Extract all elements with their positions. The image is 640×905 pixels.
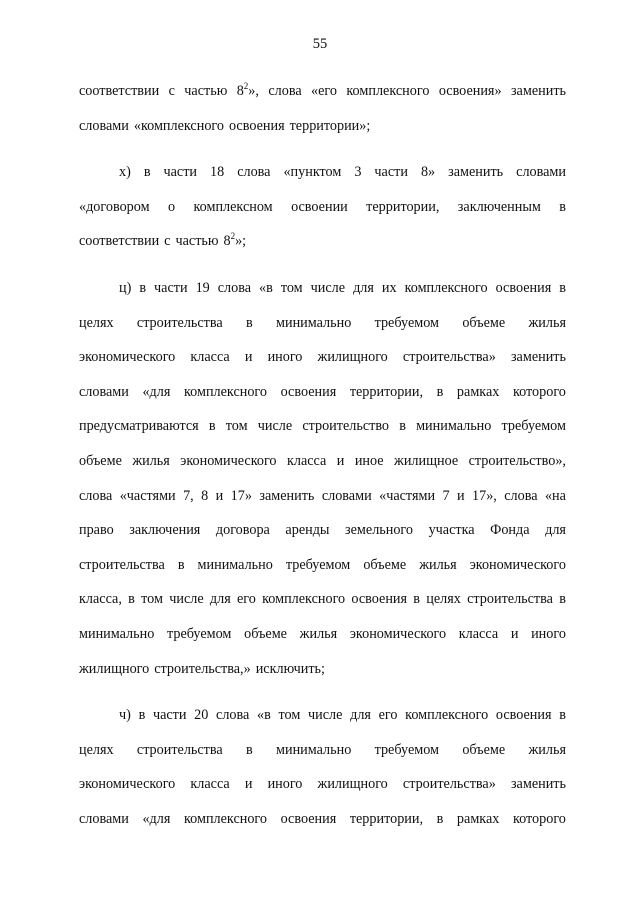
word: и <box>336 452 345 469</box>
word: «в <box>257 707 271 724</box>
word: исключить; <box>255 660 325 677</box>
word: которого <box>512 810 566 827</box>
word: «в <box>259 279 273 296</box>
word: Фонда <box>490 522 530 539</box>
word: 20 <box>194 707 209 724</box>
word: том <box>278 707 301 724</box>
word: 8» <box>420 164 436 181</box>
word: объеме <box>363 556 407 573</box>
word: в <box>128 591 135 608</box>
superscript: 2 <box>243 81 249 91</box>
word: целях <box>426 591 461 608</box>
word: в <box>246 314 253 331</box>
word: «его <box>311 83 337 99</box>
word: которого <box>512 383 566 400</box>
word: жилищного <box>317 349 388 366</box>
word: минимально <box>276 741 352 758</box>
word: соответствии <box>79 83 160 99</box>
word: части <box>163 164 198 181</box>
word: слова <box>79 487 113 504</box>
word: в <box>436 383 444 400</box>
word: в <box>177 556 185 573</box>
word: словами <box>516 164 566 181</box>
word: заключения <box>129 522 201 539</box>
word: комплексном <box>193 198 273 215</box>
word: «для <box>142 383 171 400</box>
word: слова <box>216 707 250 724</box>
text-line <box>79 375 566 410</box>
word: «частями <box>119 487 176 504</box>
word: экономического <box>79 776 176 793</box>
word: строительства <box>467 591 553 608</box>
word: «на <box>544 487 566 504</box>
word: комплексного <box>183 810 267 827</box>
word: в <box>559 707 566 724</box>
word: и <box>215 487 224 504</box>
word: «для <box>142 810 171 827</box>
word: 17», <box>472 487 497 504</box>
word: территории, <box>349 810 424 827</box>
text-line <box>79 224 566 259</box>
word: «пунктом <box>283 164 342 181</box>
word: жилья <box>299 625 338 642</box>
word: освоения <box>228 117 285 134</box>
word: целях <box>79 314 114 331</box>
word: строительство <box>302 418 390 435</box>
word: экономического <box>79 349 176 366</box>
word: территории, <box>349 383 424 400</box>
word: словами <box>321 487 372 504</box>
word: слова <box>217 279 252 296</box>
word: освоения <box>495 707 552 724</box>
word: строительства» <box>402 349 496 366</box>
word: и <box>456 487 465 504</box>
word: жилья <box>132 452 170 469</box>
text-line <box>79 306 566 341</box>
text-line <box>79 617 566 652</box>
word: 8 <box>201 487 209 504</box>
text-line <box>79 190 566 225</box>
word: с <box>168 83 175 99</box>
word: для <box>209 591 231 608</box>
word: иного <box>267 776 303 793</box>
word: освоения <box>351 591 408 608</box>
word: освоения <box>280 810 337 827</box>
word: жилья <box>419 556 457 573</box>
word: экономического <box>469 556 566 573</box>
word: в <box>246 741 253 758</box>
text-line <box>79 652 566 687</box>
word: соответствии <box>79 233 160 250</box>
word: требуемом <box>374 314 440 331</box>
word: минимально <box>276 314 352 331</box>
word: требуемом <box>374 741 440 758</box>
word: числе <box>310 279 346 296</box>
word: иного <box>267 349 303 366</box>
word: в <box>559 279 566 296</box>
word: комплексного <box>346 83 430 99</box>
word: экономического <box>180 452 277 469</box>
word: о <box>167 198 176 215</box>
word: части <box>154 279 188 296</box>
word: комплексного <box>183 383 267 400</box>
word: строительства» <box>402 776 496 793</box>
text-line <box>79 698 566 733</box>
text-line <box>79 548 566 583</box>
text-line <box>79 733 566 768</box>
word: комплексного <box>262 591 346 608</box>
word: строительства,» <box>154 660 251 677</box>
word: в <box>138 707 146 724</box>
word: в <box>143 164 151 181</box>
word: комплексного <box>405 707 489 724</box>
word: предусматриваются <box>79 418 199 435</box>
text-line <box>79 513 566 548</box>
word: жилья <box>528 741 566 758</box>
word: и <box>510 625 519 642</box>
word: территории»; <box>289 117 371 134</box>
word: участка <box>428 522 475 539</box>
word: «частями <box>379 487 436 504</box>
word: ч) <box>119 707 131 724</box>
word: требуемом <box>285 556 351 573</box>
word: «комплексного <box>133 117 224 134</box>
text-line <box>79 802 566 837</box>
word: слова <box>504 487 538 504</box>
word: требуемом <box>166 625 232 642</box>
word: в <box>559 198 566 215</box>
word: жилья <box>528 314 566 331</box>
word: класса <box>458 625 499 642</box>
text-line <box>79 155 566 190</box>
word: заключенным <box>457 198 541 215</box>
superscript: 2 <box>230 231 236 242</box>
word: минимально <box>197 556 273 573</box>
word: договора <box>215 522 270 539</box>
word: освоения <box>280 383 337 400</box>
word: класса <box>190 776 230 793</box>
word: земельного <box>345 522 413 539</box>
word: числе <box>169 591 204 608</box>
text-line <box>79 109 566 144</box>
word: числе <box>257 418 293 435</box>
word: словами <box>79 383 129 400</box>
word: строительства <box>136 741 223 758</box>
word: «договором <box>79 198 150 215</box>
word: части <box>152 707 187 724</box>
word: том <box>225 418 248 435</box>
word: рамках <box>456 383 500 400</box>
word: части <box>374 164 408 181</box>
word: объеме <box>462 314 506 331</box>
word: для <box>545 522 566 539</box>
word: его <box>378 707 398 724</box>
word: освоения» <box>438 83 502 99</box>
word: том <box>141 591 163 608</box>
text-line <box>79 271 566 306</box>
word: объеме <box>462 741 506 758</box>
word: в <box>399 418 406 435</box>
word: ц) <box>119 279 132 296</box>
word: класса <box>286 452 327 469</box>
word: в <box>559 591 566 608</box>
word: освоении <box>291 198 348 215</box>
text-line <box>79 74 566 109</box>
word: словами <box>79 117 129 134</box>
word: с <box>164 233 171 250</box>
word: минимально <box>79 625 155 642</box>
word: частью <box>184 83 228 99</box>
word: для <box>353 279 374 296</box>
word: освоения <box>495 279 552 296</box>
word: строительства <box>79 556 165 573</box>
word: объеме <box>79 452 122 469</box>
word: право <box>79 522 114 539</box>
text-line <box>79 767 566 802</box>
word: заменить <box>510 83 566 99</box>
word: слова <box>237 164 271 181</box>
word: минимально <box>416 418 492 435</box>
word: рамках <box>456 810 500 827</box>
word: целях <box>79 741 114 758</box>
word: заменить <box>448 164 504 181</box>
word: заменить <box>510 776 566 793</box>
word: $8^2$»; <box>223 231 247 250</box>
word: в <box>436 810 444 827</box>
word: числе <box>308 707 343 724</box>
word: х) <box>119 164 131 181</box>
word: 18 <box>210 164 225 181</box>
word: в <box>208 418 216 435</box>
word: 7 <box>442 487 450 504</box>
text-line <box>79 444 566 479</box>
word: строительство», <box>468 452 566 469</box>
word: экономического <box>349 625 447 642</box>
word: объеме <box>244 625 287 642</box>
word: территории, <box>366 198 440 215</box>
word: том <box>280 279 303 296</box>
word: слова <box>268 83 302 99</box>
word: частью <box>175 233 219 250</box>
text-line <box>79 409 566 444</box>
word: класса <box>190 349 230 366</box>
page-number: 55 <box>312 36 328 52</box>
word: комплексного <box>404 279 488 296</box>
word: требуемом <box>501 418 566 435</box>
word: заменить <box>510 349 566 366</box>
word: строительства <box>136 314 223 331</box>
word: его <box>236 591 256 608</box>
word: 3 <box>354 164 362 181</box>
word: 7, <box>183 487 194 504</box>
word: и <box>244 776 253 793</box>
text-line <box>79 479 566 514</box>
word: жилищное <box>394 452 459 469</box>
word: в <box>413 591 420 608</box>
word: аренды <box>285 522 330 539</box>
word: и <box>244 349 253 366</box>
word: в <box>139 279 147 296</box>
word: иное <box>354 452 384 469</box>
word: для <box>350 707 371 724</box>
word: словами <box>79 810 129 827</box>
document-body <box>79 74 566 836</box>
word: $8^2$», <box>236 81 259 99</box>
word: класса, <box>79 591 122 608</box>
word: 17» <box>230 487 252 504</box>
word: иного <box>531 625 566 642</box>
word: их <box>381 279 397 296</box>
word: 19 <box>195 279 210 296</box>
word: жилищного <box>317 776 388 793</box>
word: заменить <box>259 487 315 504</box>
text-line <box>79 582 566 617</box>
word: жилищного <box>79 660 150 677</box>
text-line <box>79 340 566 375</box>
